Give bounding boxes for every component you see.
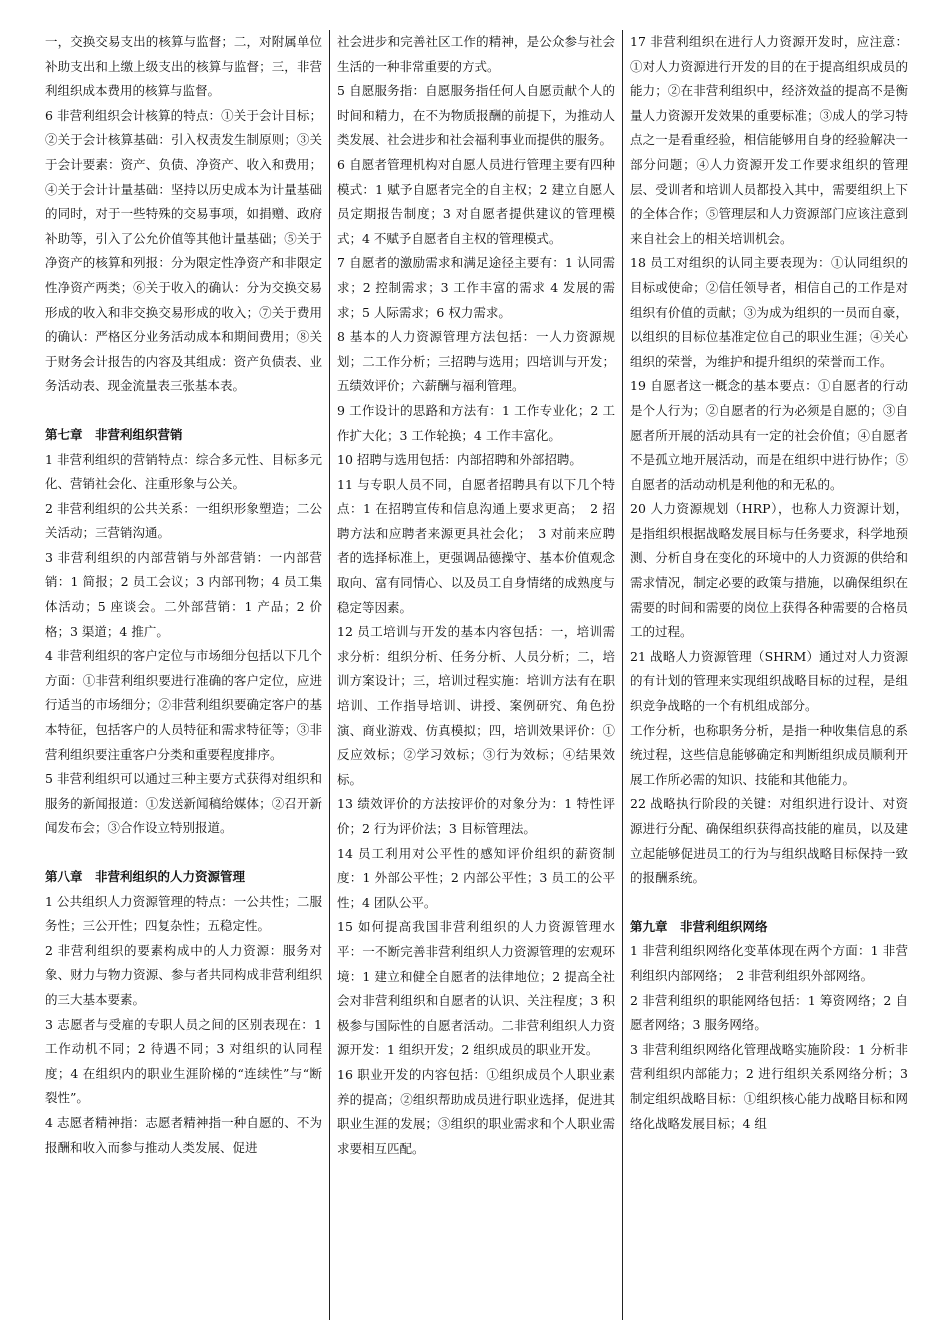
paragraph: 2 非营利组织的公共关系：一组织形象塑造；二公关活动；三营销沟通。 — [45, 500, 322, 541]
paragraph: 2 非营利组织的要素构成中的人力资源：服务对象、财力与物力资源、参与者共同构成非营利组织的三大基本要素。 — [45, 942, 322, 1007]
paragraph: 1 公共组织人力资源管理的特点：一公共性；二服务性；三公开性；四复杂性；五稳定性。 — [45, 893, 322, 934]
paragraph: 1 非营利组织的营销特点：综合多元性、目标多元化、营销社会化、注重形象与公关。 — [45, 451, 322, 492]
text-column-right — [622, 30, 915, 1320]
paragraph: 社会进步和完善社区工作的精神，是公众参与社会生活的一种非常重要的方式。 — [337, 34, 615, 74]
paragraph: 11 与专职人员不同，自愿者招聘具有以下几个特点：1 在招聘宣传和信息沟通上要求更高； 2 招聘方法和应聘者来源更具社会化； 3 对前来应聘者的选择标准上，更强调品德操守、基本价值观念取向、富有同情心、以及员工自身情绪的成熟度与稳定等因素。 — [337, 476, 615, 615]
chapter-heading: 第七章 非营利组织营销 — [45, 426, 183, 442]
paragraph: 20 人力资源规划（HRP），也称人力资源计划，是指组织根据战略发展目标与任务要求，科学地预测、分析自身在变化的环境中的人力资源的供给和需求情况，制定必要的政策与措施，以确保组织在需要的时间和需要的岗位上获得各种需要的合格员工的过程。 — [630, 501, 908, 640]
paragraph: 1 非营利组织网络化变革体现在两个方面：1 非营利组织内部网络； 2 非营利组织外部网络。 — [630, 943, 908, 983]
paragraph: 10 招聘与选用包括：内部招聘和外部招聘。 — [337, 452, 582, 468]
paragraph: 7 自愿者的激励需求和满足途径主要有：1 认同需求；2 控制需求；3 工作丰富的需求 4 发展的需求；5 人际需求；6 权力需求。 — [337, 255, 615, 320]
paragraph: 工作分析，也称职务分析，是指一种收集信息的系统过程，这些信息能够确定和判断组织成员顺利开展工作所必需的知识、技能和其他能力。 — [630, 722, 908, 787]
paragraph: 2 非营利组织的职能网络包括：1 筹资网络；2 自愿者网络；3 服务网络。 — [630, 992, 908, 1033]
paragraph: 6 自愿者管理机构对自愿人员进行管理主要有四种模式：1 赋予自愿者完全的自主权；2 建立自愿人员定期报告制度；3 对自愿者提供建议的管理模式；4 不赋予自愿者自主权的管理模式。 — [337, 156, 615, 246]
paragraph: 6 非营利组织会计核算的特点：①关于会计目标；②关于会计核算基础：引入权责发生制原则；③关于会计要素：资产、负债、净资产、收入和费用；④关于会计计量基础：坚持以历史成本为计量基础的同时，对于一些特殊的交易事项，如捐赠、政府补助等，引入了公允价值等其他计量基础；⑤关于净资产的核算和列报：分为限定性净资产和非限定性净资产两类；⑥关于收入的确认：分为交换交易形成的收入和非交换交易形成的收入；⑦关于费用的确认：严格区分业务活动成本和期间费用；⑧关于财务会计报告的内容及其组成：资产负债表、业务活动表、现金流量表三张基本表。 — [45, 107, 322, 394]
paragraph: 18 员工对组织的认同主要表现为：①认同组织的目标或使命；②信任领导者，相信自己的工作是对组织有价值的贡献；③为成为组织的一员而自豪，以组织的目标位基准定位自己的职业生涯；④关心组织的荣誉，为维护和提升组织的荣誉而工作。 — [630, 255, 908, 369]
paragraph: 3 志愿者与受雇的专职人员之间的区别表现在：1 工作动机不同；2 待遇不同；3 对组织的认同程度；4 在组织内的职业生涯阶梯的“连续性”与“断裂性”。 — [45, 1016, 322, 1106]
paragraph: 3 非营利组织网络化管理战略实施阶段：1 分析非营利组织内部能力；2 进行组织关系网络分析；3 制定组织战略目标：①组织核心能力战略目标和网络化战略发展目标；4 组 — [630, 1041, 908, 1131]
paragraph: 5 非营利组织可以通过三种主要方式获得对组织和服务的新闻报道：①发送新闻稿给媒体；②召开新闻发布会；③合作设立特别报道。 — [45, 771, 322, 836]
paragraph: 15 如何提高我国非营利组织的人力资源管理水平：一不断完善非营利组织人力资源管理的宏观环境：1 建立和健全自愿者的法律地位；2 提高全社会对非营利组织和自愿者的认识、关注程度；3 积极参与国际性的自愿者活动。二非营利组织人力资源开发：1 组织开发；2 组织成员的职业开发。 — [337, 919, 615, 1058]
paragraph: 3 非营利组织的内部营销与外部营销：一内部营销：1 简报；2 员工会议；3 内部刊物；4 员工集体活动；5 座谈会。二外部营销：1 产品；2 价格；3 渠道；4 推广。 — [45, 549, 322, 639]
document-page — [38, 30, 915, 1320]
paragraph: 12 员工培训与开发的基本内容包括：一，培训需求分析：组织分析、任务分析、人员分析；二，培训方案设计；三，培训过程实施：培训方法有在职培训、工作指导培训、讲授、案例研究、角色扮演、商业游戏、仿真模拟；四，培训效果评价：①反应效标；②学习效标；③行为效标；④结果效标。 — [337, 624, 615, 787]
paragraph: 21 战略人力资源管理（SHRM）通过对人力资源的有计划的管理来实现组织战略目标的过程，是组织竞争战略的一个有机组成部分。 — [630, 648, 908, 714]
text-column-middle — [329, 30, 622, 1320]
paragraph: 4 非营利组织的客户定位与市场细分包括以下几个方面：①非营利组织要进行准确的客户定位，应进行适当的市场细分；②非营利组织要确定客户的基本特征，包括客户的人员特征和需求特征等；③非营利组织要注重客户分类和重要程度排序。 — [45, 648, 322, 762]
paragraph: 13 绩效评价的方法按评价的对象分为：1 特性评价；2 行为评价法；3 目标管理法。 — [337, 796, 615, 836]
paragraph: 17 非营利组织在进行人力资源开发时，应注意：①对人力资源进行开发的目的在于提高组织成员的能力；②在非营利组织中，经济效益的提高不是衡量人力资源开发效果的重要标准；③成人的学习特点之一是看重经验，相信能够用自身的经验解决一部分问题；④人力资源开发工作要求组织的管理层、受训者和培训人员都投入其中，需要组织上下的全体合作；⑤管理层和人力资源部门应该注意到来自社会上的相关培训机会。 — [630, 34, 908, 246]
paragraph: 14 员工利用对公平性的感知评价组织的薪资制度：1 外部公平性；2 内部公平性；3 员工的公平性；4 团队公平。 — [337, 845, 615, 910]
paragraph: 16 职业开发的内容包括：①组织成员个人职业素养的提高；②组织帮助成员进行职业选择，促进其职业生涯的发展；③组织的职业需求和个人职业需求要相互匹配。 — [337, 1066, 615, 1156]
paragraph: 22 战略执行阶段的关键：对组织进行设计、对资源进行分配、确保组织获得高技能的雇员，以及建立起能够促进员工的行为与组织战略目标保持一致的报酬系统。 — [630, 796, 908, 886]
paragraph: 19 自愿者这一概念的基本要点：①自愿者的行动是个人行为；②自愿者的行为必须是自愿的；③自愿者所开展的活动具有一定的社会价值；④自愿者不是孤立地开展活动，而是在组织中进行协作；⑤自愿者的活动动机是利他的和无私的。 — [630, 378, 908, 492]
paragraph: 5 自愿服务指：自愿服务指任何人自愿贡献个人的时间和精力，在不为物质报酬的前提下，为推动人类发展、社会进步和社会福利事业而提供的服务。 — [337, 83, 615, 148]
text-column-left — [38, 30, 329, 1320]
paragraph: 9 工作设计的思路和方法有：1 工作专业化；2 工作扩大化；3 工作轮换；4 工作丰富化。 — [337, 402, 615, 443]
paragraph: 一，交换交易支出的核算与监督；二，对附属单位补助支出和上缴上级支出的核算与监督；三，非营利组织成本费用的核算与监督。 — [45, 34, 322, 99]
paragraph: 4 志愿者精神指：志愿者精神指一种自愿的、不为报酬和收入而参与推动人类发展、促进 — [45, 1114, 322, 1155]
paragraph: 8 基本的人力资源管理方法包括：一人力资源规划；二工作分析；三招聘与选用；四培训与开发；五绩效评价；六薪酬与福利管理。 — [337, 329, 615, 394]
chapter-heading: 第九章 非营利组织网络 — [630, 918, 768, 934]
chapter-heading: 第八章 非营利组织的人力资源管理 — [45, 869, 246, 884]
